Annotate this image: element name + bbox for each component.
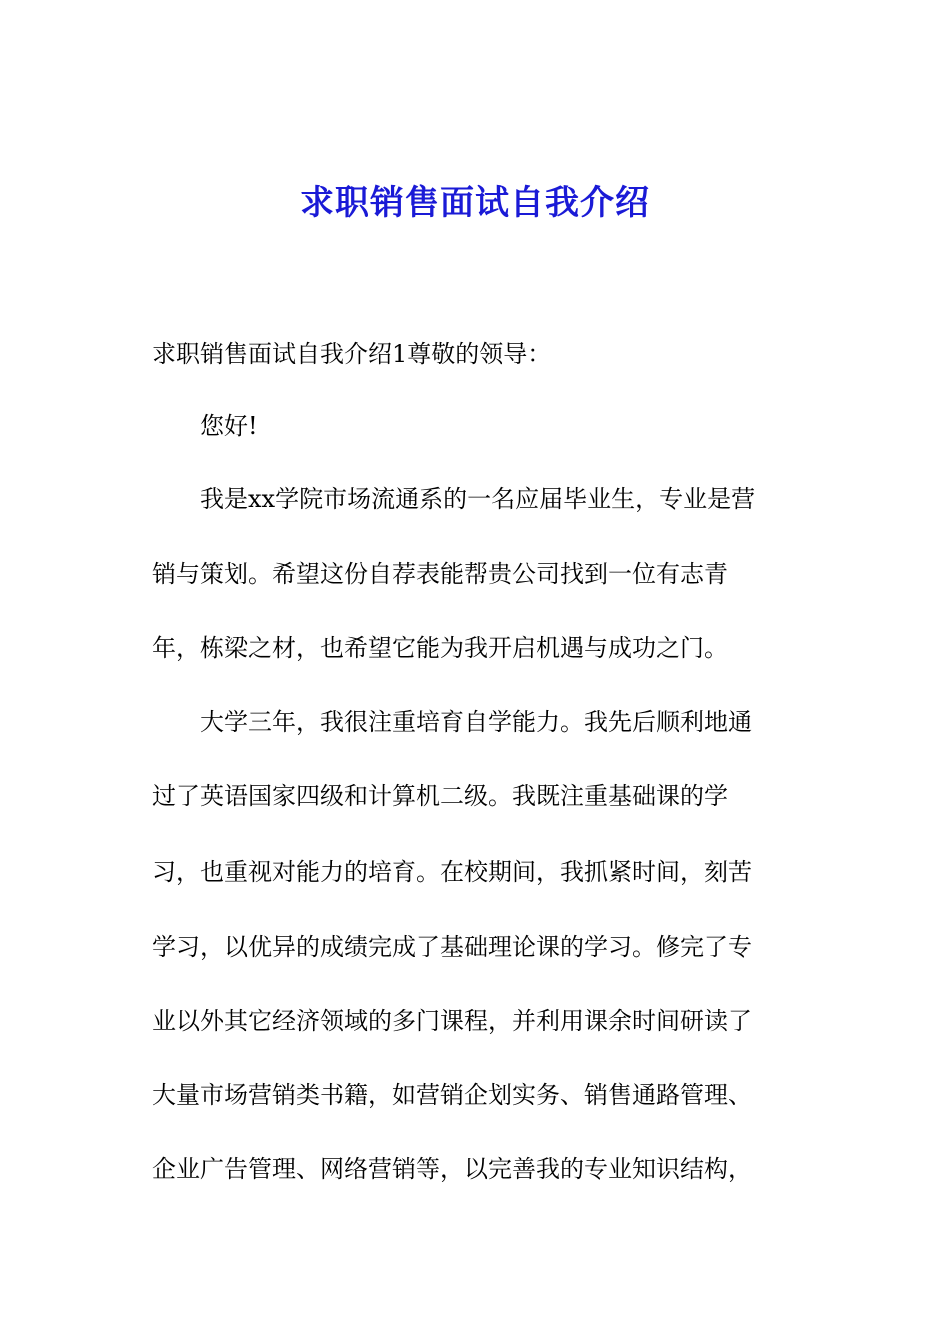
body-line-9: 学习，以优异的成绩完成了基础理论课的学习。修完了专	[152, 933, 752, 961]
body-line-3: 我是xx学院市场流通系的一名应届毕业生，专业是营	[200, 485, 756, 513]
body-line-12: 企业广告管理、网络营销等，以完善我的专业知识结构，	[152, 1155, 752, 1183]
body-line-10: 业以外其它经济领域的多门课程，并利用课余时间研读了	[152, 1007, 752, 1035]
body-line-11: 大量市场营销类书籍，如营销企划实务、销售通路管理、	[152, 1081, 752, 1109]
document-title: 求职销售面试自我介绍	[300, 183, 650, 223]
body-line-2: 您好!	[200, 412, 258, 440]
body-line-1: 求职销售面试自我介绍1尊敬的领导：	[152, 340, 552, 368]
body-line-4: 销与策划。希望这份自荐表能帮贵公司找到一位有志青	[152, 560, 728, 588]
body-line-7: 过了英语国家四级和计算机二级。我既注重基础课的学	[152, 782, 728, 810]
body-line-8: 习，也重视对能力的培育。在校期间，我抓紧时间，刻苦	[152, 858, 752, 886]
body-line-5: 年，栋梁之材，也希望它能为我开启机遇与成功之门。	[152, 634, 728, 662]
body-line-6: 大学三年，我很注重培育自学能力。我先后顺利地通	[200, 708, 752, 736]
